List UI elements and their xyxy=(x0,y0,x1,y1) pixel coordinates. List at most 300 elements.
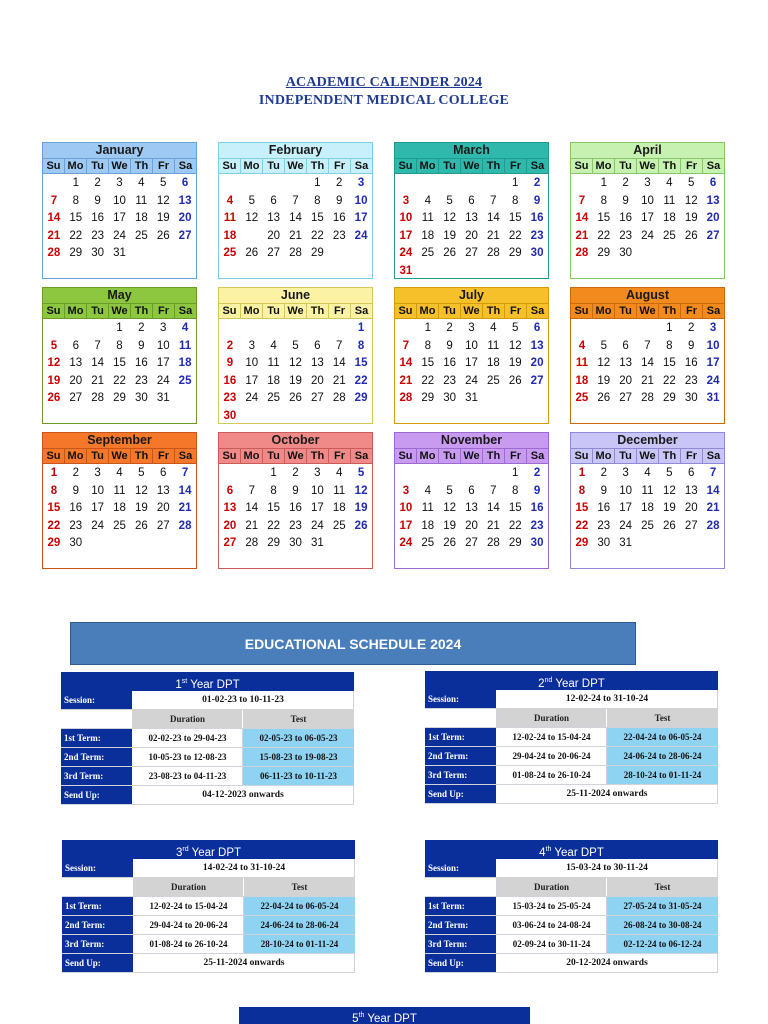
day-cell: 14 xyxy=(486,212,500,225)
day-cell: 25 xyxy=(486,374,500,387)
schedule-header xyxy=(62,840,355,859)
day-cell: 1 xyxy=(270,467,277,479)
term-duration: 02-02-23 to 29-04-23 xyxy=(133,729,243,747)
weekday-label: Sa xyxy=(530,160,545,172)
day-cell: 4 xyxy=(181,322,189,334)
day-cell: 3 xyxy=(402,484,410,497)
day-cell: 26 xyxy=(684,229,698,242)
test-header: Test xyxy=(607,709,718,727)
day-cell: 29 xyxy=(47,537,61,550)
day-grid xyxy=(43,174,196,263)
day-cell: 7 xyxy=(50,194,58,207)
ordinal: 3 xyxy=(175,846,183,859)
schedule-header xyxy=(425,671,718,690)
month-july xyxy=(394,287,549,424)
term-label: 2nd Term: xyxy=(61,748,133,766)
day-cell: 13 xyxy=(465,212,478,225)
weekday-label: Mo xyxy=(417,304,439,318)
day-cell: 23 xyxy=(91,229,105,242)
term-test: 24-06-24 to 28-06-24 xyxy=(244,916,355,934)
day-cell: 3 xyxy=(402,194,410,207)
day-cell: 6 xyxy=(160,467,167,479)
empty-cell xyxy=(439,175,461,193)
day-cell: 21 xyxy=(289,229,302,242)
day-cell: 8 xyxy=(72,194,79,207)
day-cell: 20 xyxy=(619,374,633,387)
term-duration: 01-08-24 to 26-10-24 xyxy=(497,766,607,784)
empty-cell xyxy=(615,320,637,338)
month-name: May xyxy=(43,288,196,303)
day-cell: 16 xyxy=(443,357,457,370)
day-cell: 24 xyxy=(641,229,654,242)
day-cell: 27 xyxy=(684,519,698,532)
empty-cell xyxy=(43,175,65,193)
sendup-value: 25-11-2024 onwards xyxy=(134,954,355,972)
term-test: 24-06-24 to 28-06-24 xyxy=(607,747,718,765)
term-test: 27-05-24 to 31-05-24 xyxy=(607,897,718,915)
day-cell: 12 xyxy=(662,484,676,497)
day-cell: 16 xyxy=(91,212,105,225)
day-cell: 21 xyxy=(332,374,346,387)
weekday-label: Th xyxy=(307,449,329,463)
day-grid xyxy=(43,319,196,408)
day-cell: 27 xyxy=(706,229,720,242)
weekday-label: We xyxy=(109,449,131,463)
day-cell: 17 xyxy=(706,357,720,370)
session-label: Session: xyxy=(62,859,134,877)
term-label: 1st Term: xyxy=(61,729,133,747)
month-september xyxy=(42,432,197,569)
ordinal-suffix: rd xyxy=(182,846,189,853)
day-cell: 15 xyxy=(267,502,281,515)
session-value: 12-02-24 to 31-10-24 xyxy=(497,690,718,708)
empty-cell xyxy=(571,175,593,193)
empty-cell xyxy=(482,465,504,483)
term-duration: 29-04-24 to 20-06-24 xyxy=(134,916,244,934)
day-cell: 10 xyxy=(91,484,105,497)
weekday-label: Mo xyxy=(65,449,87,463)
sendup-label: Send Up: xyxy=(425,785,497,803)
term-test: 22-04-24 to 06-05-24 xyxy=(244,897,355,915)
term-duration: 12-02-24 to 15-04-24 xyxy=(134,897,244,915)
term-row xyxy=(425,897,718,916)
day-cell: 26 xyxy=(508,374,522,387)
weekday-label: Tu xyxy=(615,159,637,173)
term-duration: 12-02-24 to 15-04-24 xyxy=(497,728,607,746)
empty-cell xyxy=(263,320,285,338)
blank-cell xyxy=(425,878,497,896)
day-cell: 13 xyxy=(310,357,324,370)
day-cell: 27 xyxy=(530,374,544,387)
sendup-row xyxy=(61,786,354,805)
day-cell: 26 xyxy=(443,537,457,550)
day-cell: 9 xyxy=(226,357,234,370)
ordinal-suffix: nd xyxy=(544,677,553,684)
day-cell: 24 xyxy=(354,229,368,242)
day-cell: 2 xyxy=(292,467,299,479)
day-cell: 29 xyxy=(508,537,522,550)
weekday-label: Th xyxy=(659,449,681,463)
day-cell: 1 xyxy=(357,322,365,334)
empty-cell xyxy=(395,465,417,483)
weekday-header xyxy=(395,448,548,464)
day-cell: 28 xyxy=(486,247,500,260)
day-cell: 26 xyxy=(47,392,61,405)
day-cell: 26 xyxy=(443,247,457,260)
day-cell: 20 xyxy=(465,229,478,242)
session-row xyxy=(425,859,718,878)
weekday-label: We xyxy=(285,304,307,318)
test-header: Test xyxy=(244,878,355,896)
day-cell: 12 xyxy=(684,194,698,207)
day-cell: 18 xyxy=(223,229,237,242)
day-cell: 28 xyxy=(178,519,192,532)
day-cell: 14 xyxy=(47,212,61,225)
empty-cell xyxy=(637,320,659,338)
weekday-label: Fr xyxy=(329,159,351,173)
term-test: 28-10-24 to 01-11-24 xyxy=(607,766,718,784)
day-cell: 12 xyxy=(443,502,457,515)
empty-cell xyxy=(285,320,307,338)
day-cell: 13 xyxy=(619,357,633,370)
day-cell: 9 xyxy=(94,194,101,207)
day-cell: 29 xyxy=(69,247,83,260)
weekday-label: Fr xyxy=(681,449,703,463)
day-cell: 12 xyxy=(443,212,457,225)
day-cell: 29 xyxy=(508,247,522,260)
day-cell: 25 xyxy=(113,519,126,532)
day-cell: 28 xyxy=(641,392,654,405)
day-cell: 19 xyxy=(156,212,170,225)
day-cell: 14 xyxy=(706,484,720,497)
day-cell: 28 xyxy=(245,537,259,550)
empty-cell xyxy=(328,320,350,338)
day-cell: 23 xyxy=(289,519,302,532)
day-cell: 22 xyxy=(69,229,83,242)
day-cell: 16 xyxy=(289,502,302,515)
term-label: 3rd Term: xyxy=(425,935,497,953)
ordinal-suffix: th xyxy=(358,1012,365,1019)
day-cell: 19 xyxy=(508,357,522,370)
day-cell: 8 xyxy=(357,339,365,352)
day-cell: 15 xyxy=(310,212,324,225)
day-cell: 4 xyxy=(270,339,277,352)
college-name: INDEPENDENT MEDICAL COLLEGE xyxy=(258,93,510,108)
day-cell: 7 xyxy=(336,339,343,352)
day-cell: 19 xyxy=(47,374,61,387)
weekday-label: Tu xyxy=(263,449,285,463)
month-name: February xyxy=(219,143,372,158)
day-cell: 20 xyxy=(156,502,170,515)
sendup-label: Send Up: xyxy=(425,954,497,972)
day-cell: 12 xyxy=(289,357,302,370)
day-cell: 21 xyxy=(575,229,589,242)
day-cell: 21 xyxy=(486,519,500,532)
day-cell: 21 xyxy=(399,374,413,387)
weekday-header xyxy=(571,158,724,174)
day-cell: 22 xyxy=(310,229,324,242)
day-cell: 28 xyxy=(289,247,302,260)
schedule-year-2 xyxy=(425,671,718,804)
weekday-label: Tu xyxy=(263,304,285,318)
term-test: 26-08-24 to 30-08-24 xyxy=(607,916,718,934)
weekday-label: Su xyxy=(395,304,417,318)
day-cell: 23 xyxy=(134,374,148,387)
day-cell: 11 xyxy=(421,502,434,515)
day-cell: 11 xyxy=(135,194,148,207)
day-cell: 17 xyxy=(310,502,324,515)
day-cell: 25 xyxy=(223,247,237,260)
day-cell: 23 xyxy=(597,519,611,532)
term-label: 3rd Term: xyxy=(425,766,497,784)
day-cell: 14 xyxy=(178,484,192,497)
day-cell: 11 xyxy=(223,212,236,225)
day-cell: 28 xyxy=(399,392,413,405)
weekday-label: Fr xyxy=(153,159,175,173)
weekday-label: Mo xyxy=(593,304,615,318)
schedule-year-4 xyxy=(425,840,718,973)
day-cell: 21 xyxy=(91,374,105,387)
test-header: Test xyxy=(607,878,718,896)
day-cell: 9 xyxy=(292,484,299,497)
session-label: Session: xyxy=(425,690,497,708)
day-cell: 28 xyxy=(486,537,500,550)
day-cell: 20 xyxy=(465,519,478,532)
sendup-value: 20-12-2024 onwards xyxy=(497,954,718,972)
day-cell: 15 xyxy=(508,502,522,515)
ordinal-suffix: th xyxy=(545,846,552,853)
day-cell: 10 xyxy=(399,502,413,515)
month-name: July xyxy=(395,288,548,303)
blank-cell xyxy=(61,710,133,728)
day-cell: 2 xyxy=(533,177,541,189)
day-cell: 3 xyxy=(644,177,651,189)
weekday-header xyxy=(219,158,372,174)
weekday-label: Fr xyxy=(329,304,351,318)
day-grid xyxy=(395,174,548,281)
schedule-header xyxy=(61,672,354,691)
month-name: December xyxy=(571,433,724,448)
ordinal: 4 xyxy=(539,846,546,859)
day-cell: 2 xyxy=(446,322,453,334)
day-cell: 18 xyxy=(113,502,126,515)
month-november xyxy=(394,432,549,569)
schedule-title: Year DPT xyxy=(190,678,240,691)
term-row xyxy=(425,766,718,785)
weekday-label: We xyxy=(461,304,483,318)
term-duration: 01-08-24 to 26-10-24 xyxy=(134,935,244,953)
day-cell: 11 xyxy=(267,357,280,370)
term-test: 15-08-23 to 19-08-23 xyxy=(243,748,354,766)
day-grid xyxy=(219,319,372,426)
day-cell: 28 xyxy=(575,247,589,260)
empty-cell xyxy=(43,320,65,338)
ordinal: 2 xyxy=(538,677,545,690)
day-cell: 9 xyxy=(533,194,541,207)
weekday-label: Tu xyxy=(87,304,109,318)
day-cell: 3 xyxy=(622,467,629,479)
day-cell: 22 xyxy=(662,374,676,387)
weekday-label: Fr xyxy=(681,159,703,173)
day-cell: 4 xyxy=(424,194,431,207)
day-cell: 17 xyxy=(113,212,126,225)
day-cell: 24 xyxy=(156,374,170,387)
weekday-header xyxy=(219,303,372,319)
day-cell: 4 xyxy=(578,339,586,352)
weekday-label: Th xyxy=(483,159,505,173)
day-cell: 6 xyxy=(622,339,629,352)
day-cell: 9 xyxy=(622,194,629,207)
weekday-label: Tu xyxy=(439,304,461,318)
day-cell: 18 xyxy=(332,502,346,515)
day-cell: 1 xyxy=(512,467,519,479)
column-header-row xyxy=(425,709,718,728)
day-cell: 29 xyxy=(662,392,676,405)
month-name: January xyxy=(43,143,196,158)
day-cell: 2 xyxy=(94,177,101,189)
duration-header: Duration xyxy=(134,878,244,896)
day-cell xyxy=(241,228,263,246)
day-cell: 2 xyxy=(533,467,541,479)
day-cell: 14 xyxy=(332,357,346,370)
month-name: April xyxy=(571,143,724,158)
weekday-label: Th xyxy=(659,304,681,318)
day-cell: 1 xyxy=(666,322,673,334)
weekday-label: Fr xyxy=(505,304,527,318)
schedule-year-3 xyxy=(62,840,355,973)
day-cell: 13 xyxy=(684,484,698,497)
day-cell: 3 xyxy=(468,322,475,334)
empty-cell xyxy=(65,320,87,338)
weekday-label: We xyxy=(637,449,659,463)
month-june xyxy=(218,287,373,424)
day-cell: 6 xyxy=(181,177,189,189)
day-cell: 25 xyxy=(662,229,676,242)
day-cell: 10 xyxy=(399,212,413,225)
weekday-header xyxy=(219,448,372,464)
day-cell: 3 xyxy=(248,339,255,352)
day-cell: 18 xyxy=(421,229,435,242)
day-cell: 23 xyxy=(684,374,698,387)
term-row xyxy=(425,935,718,954)
day-cell: 2 xyxy=(336,177,343,189)
sendup-value: 25-11-2024 onwards xyxy=(497,785,718,803)
day-cell: 28 xyxy=(91,392,105,405)
day-cell: 24 xyxy=(91,519,105,532)
day-cell: 10 xyxy=(641,194,654,207)
weekday-label: Su xyxy=(571,449,593,463)
day-cell: 20 xyxy=(178,212,192,225)
day-cell: 7 xyxy=(490,484,497,497)
day-cell: 27 xyxy=(223,537,237,550)
weekday-label: Mo xyxy=(593,449,615,463)
weekday-label: We xyxy=(285,449,307,463)
day-cell: 7 xyxy=(402,339,410,352)
day-cell: 15 xyxy=(508,212,522,225)
calendar-title: ACADEMIC CALENDER 2024 xyxy=(285,75,483,90)
month-name: August xyxy=(571,288,724,303)
weekday-label: Fr xyxy=(681,304,703,318)
day-cell: 13 xyxy=(223,502,237,515)
day-cell: 21 xyxy=(47,229,61,242)
day-cell: 5 xyxy=(600,339,607,352)
term-label: 2nd Term: xyxy=(62,916,134,934)
term-duration: 29-04-24 to 20-06-24 xyxy=(497,747,607,765)
weekday-label: Tu xyxy=(263,159,285,173)
day-cell: 3 xyxy=(314,467,321,479)
day-cell: 13 xyxy=(156,484,170,497)
day-cell: 15 xyxy=(69,212,83,225)
day-cell: 12 xyxy=(156,194,170,207)
weekday-label: Sa xyxy=(354,450,369,462)
duration-header: Duration xyxy=(133,710,243,728)
day-cell: 18 xyxy=(421,519,435,532)
day-cell: 22 xyxy=(267,519,281,532)
weekday-label: Mo xyxy=(417,159,439,173)
weekday-label: Su xyxy=(395,159,417,173)
day-cell: 7 xyxy=(644,339,651,352)
term-duration: 15-03-24 to 25-05-24 xyxy=(497,897,607,915)
empty-cell xyxy=(263,175,285,193)
term-label: 2nd Term: xyxy=(425,747,497,765)
weekday-label: Su xyxy=(43,449,65,463)
column-header-row xyxy=(61,710,354,729)
day-cell: 6 xyxy=(314,339,321,352)
ordinal-suffix: st xyxy=(181,678,188,685)
day-cell: 18 xyxy=(575,374,589,387)
day-cell: 9 xyxy=(336,194,343,207)
day-grid xyxy=(571,174,724,263)
day-grid xyxy=(395,464,548,553)
day-cell: 6 xyxy=(270,194,277,207)
weekday-label: Tu xyxy=(439,449,461,463)
day-cell: 1 xyxy=(600,177,607,189)
month-february xyxy=(218,142,373,279)
weekday-label: Sa xyxy=(530,305,545,317)
weekday-label: Tu xyxy=(615,449,637,463)
day-cell: 15 xyxy=(662,357,676,370)
day-cell: 30 xyxy=(530,537,544,550)
weekday-label: Sa xyxy=(178,305,193,317)
day-cell: 18 xyxy=(267,374,281,387)
day-cell: 17 xyxy=(465,357,478,370)
month-name: November xyxy=(395,433,548,448)
day-cell: 23 xyxy=(223,392,237,405)
day-cell: 13 xyxy=(267,212,281,225)
session-row xyxy=(62,859,355,878)
day-cell: 30 xyxy=(91,247,105,260)
day-cell: 16 xyxy=(69,502,83,515)
day-cell: 6 xyxy=(709,177,717,189)
day-cell: 20 xyxy=(69,374,83,387)
day-cell: 10 xyxy=(310,484,324,497)
day-cell: 27 xyxy=(619,392,633,405)
day-cell: 8 xyxy=(666,339,673,352)
day-cell: 22 xyxy=(508,229,522,242)
weekday-label: Sa xyxy=(178,160,193,172)
day-cell: 27 xyxy=(69,392,83,405)
weekday-label: We xyxy=(637,304,659,318)
term-row xyxy=(425,728,718,747)
empty-cell xyxy=(395,320,417,338)
day-cell: 23 xyxy=(530,229,544,242)
day-cell: 31 xyxy=(310,537,324,550)
day-cell: 10 xyxy=(465,339,478,352)
day-cell: 31 xyxy=(113,247,126,260)
session-label: Session: xyxy=(425,859,497,877)
term-label: 1st Term: xyxy=(62,897,134,915)
day-cell: 11 xyxy=(178,339,192,352)
